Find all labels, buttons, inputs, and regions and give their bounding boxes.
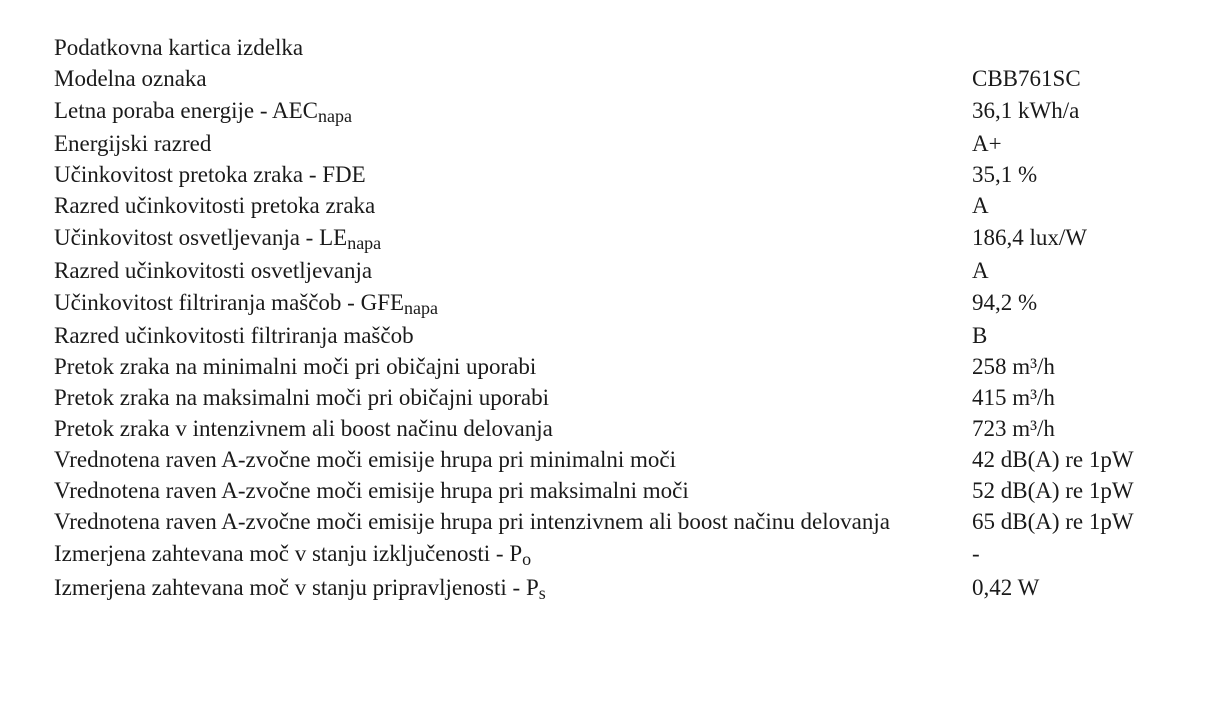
- row-label: Vrednotena raven A-zvočne moči emisije hrupa pri minimalni moči: [54, 447, 676, 472]
- row-value: 415 m³/h: [972, 385, 1055, 410]
- row-value: -: [972, 541, 980, 566]
- row-label: Učinkovitost pretoka zraka - FDE: [54, 162, 366, 187]
- table-row: [54, 94, 1164, 128]
- row-value: 258 m³/h: [972, 354, 1055, 379]
- row-label: Pretok zraka na maksimalni moči pri običajni uporabi: [54, 385, 549, 410]
- row-label: Razred učinkovitosti filtriranja maščob: [54, 323, 414, 348]
- table-row: [54, 63, 1164, 94]
- row-value: 42 dB(A) re 1pW: [972, 447, 1134, 472]
- table-row: [54, 255, 1164, 286]
- table-row: [54, 413, 1164, 444]
- table-row: [54, 571, 1164, 605]
- row-value: CBB761SC: [972, 66, 1081, 91]
- label-subscript: napa: [404, 298, 439, 318]
- row-label: Izmerjena zahtevana moč v stanju izključenosti - $P_o$: [54, 541, 532, 569]
- table-row: [54, 351, 1164, 382]
- row-label: Izmerjena zahtevana moč v stanju pripravljenosti - $P_s$: [54, 575, 546, 603]
- sheet-title: Podatkovna kartica izdelka: [54, 35, 304, 60]
- row-value: 723 m³/h: [972, 416, 1055, 441]
- table-row: [54, 159, 1164, 190]
- label-subscript: s: [538, 583, 546, 603]
- table-row: [54, 190, 1164, 221]
- label-subscript: napa: [317, 106, 352, 126]
- row-label: Energijski razred: [54, 131, 212, 156]
- row-label: Vrednotena raven A-zvočne moči emisije hrupa pri maksimalni moči: [54, 478, 689, 503]
- row-value: 0,42 W: [972, 575, 1040, 600]
- row-value: A: [972, 193, 989, 218]
- table-row: [54, 506, 1164, 537]
- row-label: Pretok zraka na minimalni moči pri običajni uporabi: [54, 354, 537, 379]
- row-value: 65 dB(A) re 1pW: [972, 509, 1134, 534]
- row-value: 35,1 %: [972, 162, 1038, 187]
- row-label: Modelna oznaka: [54, 66, 207, 91]
- label-subscript: o: [522, 549, 532, 569]
- table-row: [54, 128, 1164, 159]
- table-row: [54, 221, 1164, 255]
- row-label: Razred učinkovitosti osvetljevanja: [54, 258, 373, 283]
- row-value: A: [972, 258, 989, 283]
- row-label: Letna poraba energije - $AEC_{napa}$: [54, 98, 352, 126]
- table-row: [54, 286, 1164, 320]
- row-label: Učinkovitost filtriranja maščob - $GFE_{napa}$: [54, 290, 439, 318]
- row-label: Učinkovitost osvetljevanja - $LE_{napa}$: [54, 225, 382, 253]
- table-row: [54, 444, 1164, 475]
- row-label: Pretok zraka v intenzivnem ali boost načinu delovanja: [54, 416, 553, 441]
- row-label: Razred učinkovitosti pretoka zraka: [54, 193, 376, 218]
- row-value: 186,4 lux/W: [972, 225, 1087, 250]
- data-table: [54, 63, 1164, 605]
- table-row: [54, 537, 1164, 571]
- table-row: [54, 382, 1164, 413]
- table-row: [54, 320, 1164, 351]
- row-value: 36,1 kWh/a: [972, 98, 1080, 123]
- table-row: [54, 475, 1164, 506]
- label-subscript: napa: [347, 233, 382, 253]
- product-data-sheet: [54, 32, 1164, 605]
- row-label: Vrednotena raven A-zvočne moči emisije hrupa pri intenzivnem ali boost načinu delovanja: [54, 508, 890, 534]
- row-value: 52 dB(A) re 1pW: [972, 478, 1134, 503]
- row-value: 94,2 %: [972, 290, 1038, 315]
- row-value: A+: [972, 131, 1002, 156]
- row-value: B: [972, 323, 988, 348]
